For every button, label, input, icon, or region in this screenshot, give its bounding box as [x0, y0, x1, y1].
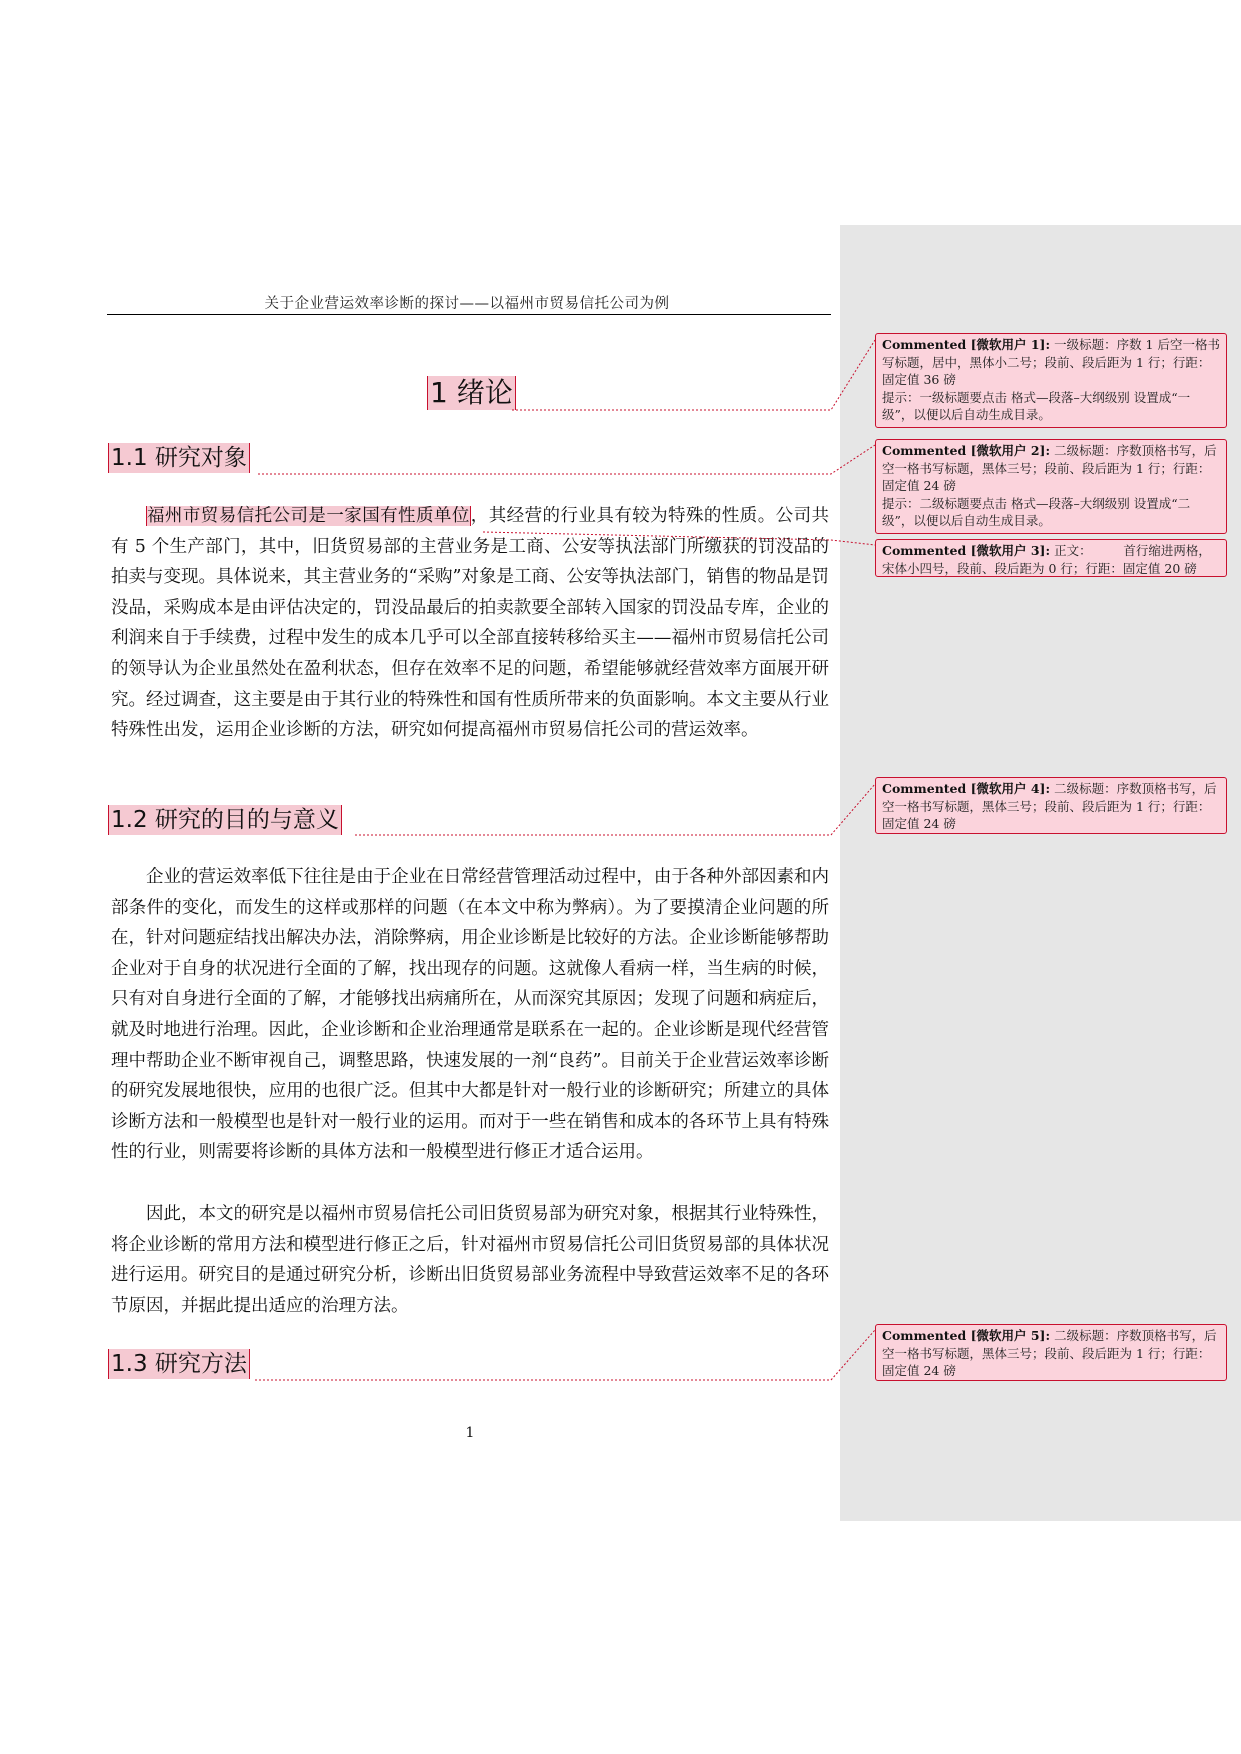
section-heading-1-2[interactable]: 1.2 研究的目的与意义 [108, 805, 342, 835]
page-number: 1 [465, 1425, 475, 1441]
paragraph-research-object[interactable] [111, 501, 829, 746]
section-heading-1-3[interactable]: 1.3 研究方法 [108, 1349, 250, 1379]
comment-author: Commented [微软用户 1]: [882, 337, 1051, 352]
comment-author: Commented [微软用户 3]: [882, 543, 1051, 558]
comment-4[interactable] [875, 777, 1227, 834]
comment-text: 一级标题：序数 1 后空一格书写标题，居中，黑体小二号；段前、段后距为 1 行；行距：固定值 36 磅 提示：一级标题要点击 格式—段落–大纲级别 设置成“一级”，以便以后自动生成目录。 [882, 337, 1220, 423]
comment-author: Commented [微软用户 5]: [882, 1328, 1051, 1343]
comment-3[interactable] [875, 539, 1227, 577]
header-rule [107, 314, 831, 315]
chapter-heading[interactable]: 1 绪论 [427, 376, 516, 410]
connector-1 [512, 340, 875, 410]
comment-5[interactable] [875, 1324, 1227, 1381]
section-heading-1-1[interactable]: 1.1 研究对象 [108, 443, 250, 473]
comment-text: 二级标题：序数顶格书写，后空一格书写标题，黑体三号；段前、段后距为 1 行；行距：固定值 24 磅 [882, 1328, 1217, 1379]
comment-2[interactable] [875, 439, 1227, 534]
paragraph-text: ，其经营的行业具有较为特殊的性质。公司共有 5 个生产部门，其中，旧货贸易部的主营业务是工商、公安等执法部门所缴获的罚没品的拍卖与变现。具体说来，其主营业务的“采购”对象是工商、公安等执法部门，销售的物品是罚没品，采购成本是由评估决定的，罚没品最后的拍卖款要全部转入国家的罚没品专库，企业的利润来自于手续费，过程中发生的成本几乎可以全部直接转移给买主——福州市贸易信托公司的领导认为企业虽然处在盈利状态，但存在效率不足的问题，希望能够就经营效率方面展开研究。经过调查，这主要是由于其行业的特殊性和国有性质所带来的负面影响。本文主要从行业特殊性出发，运用企业诊断的方法，研究如何提高福州市贸易信托公司的营运效率。 [111, 506, 830, 741]
comment-author: Commented [微软用户 4]: [882, 781, 1051, 796]
paragraph-research-goal[interactable]: 因此，本文的研究是以福州市贸易信托公司旧货贸易部为研究对象，根据其行业特殊性，将企业诊断的常用方法和模型进行修正之后，针对福州市贸易信托公司旧货贸易部的具体状况进行运用。研究目的是通过研究分析，诊断出旧货贸易部业务流程中导致营运效率不足的各环节原因，并据此提出适应的治理方法。 [111, 1204, 829, 1316]
comment-anchor-text[interactable]: 福州市贸易信托公司是一家国有性质单位 [147, 506, 470, 526]
comment-author: Commented [微软用户 2]: [882, 443, 1051, 458]
comment-text: 二级标题：序数顶格书写，后空一格书写标题，黑体三号；段前、段后距为 1 行；行距：固定值 24 磅 [882, 781, 1217, 832]
running-header: 关于企业营运效率诊断的探讨——以福州市贸易信托公司为例 [264, 296, 670, 312]
comment-1[interactable] [875, 333, 1227, 428]
connector-5 [255, 1330, 875, 1380]
paragraph-purpose-significance[interactable]: 企业的营运效率低下往往是由于企业在日常经营管理活动过程中，由于各种外部因素和内部条件的变化，而发生的这样或那样的问题（在本文中称为弊病）。为了要摸清企业问题的所在，针对问题症结找出解决办法，消除弊病，用企业诊断是比较好的方法。企业诊断能够帮助企业对于自身的状况进行全面的了解，找出现存的问题。这就像人看病一样，当生病的时候，只有对自身进行全面的了解，才能够找出病痛所在，从而深究其原因；发现了问题和病症后，就及时地进行治理。因此，企业诊断和企业治理通常是联系在一起的。企业诊断是现代经营管理中帮助企业不断审视自己，调整思路，快速发展的一剂“良药”。目前关于企业营运效率诊断的研究发展地很快，应用的也很广泛。但其中大都是针对一般行业的诊断研究；所建立的具体诊断方法和一般模型也是针对一般行业的运用。而对于一些在销售和成本的各环节上具有特殊性的行业，则需要将诊断的具体方法和一般模型进行修正才适合运用。 [111, 867, 829, 1163]
connector-4 [355, 784, 875, 835]
comment-text: 二级标题：序数顶格书写，后空一格书写标题，黑体三号；段前、段后距为 1 行；行距：固定值 24 磅 提示：二级标题要点击 格式—段落–大纲级别 设置成“二级”，以便以后自动生成目录。 [882, 443, 1217, 529]
connector-2 [258, 445, 875, 474]
comment-text: 正文： 首行缩进两格，宋体小四号，段前、段后距为 0 行；行距：固定值 20 磅 [882, 543, 1211, 576]
